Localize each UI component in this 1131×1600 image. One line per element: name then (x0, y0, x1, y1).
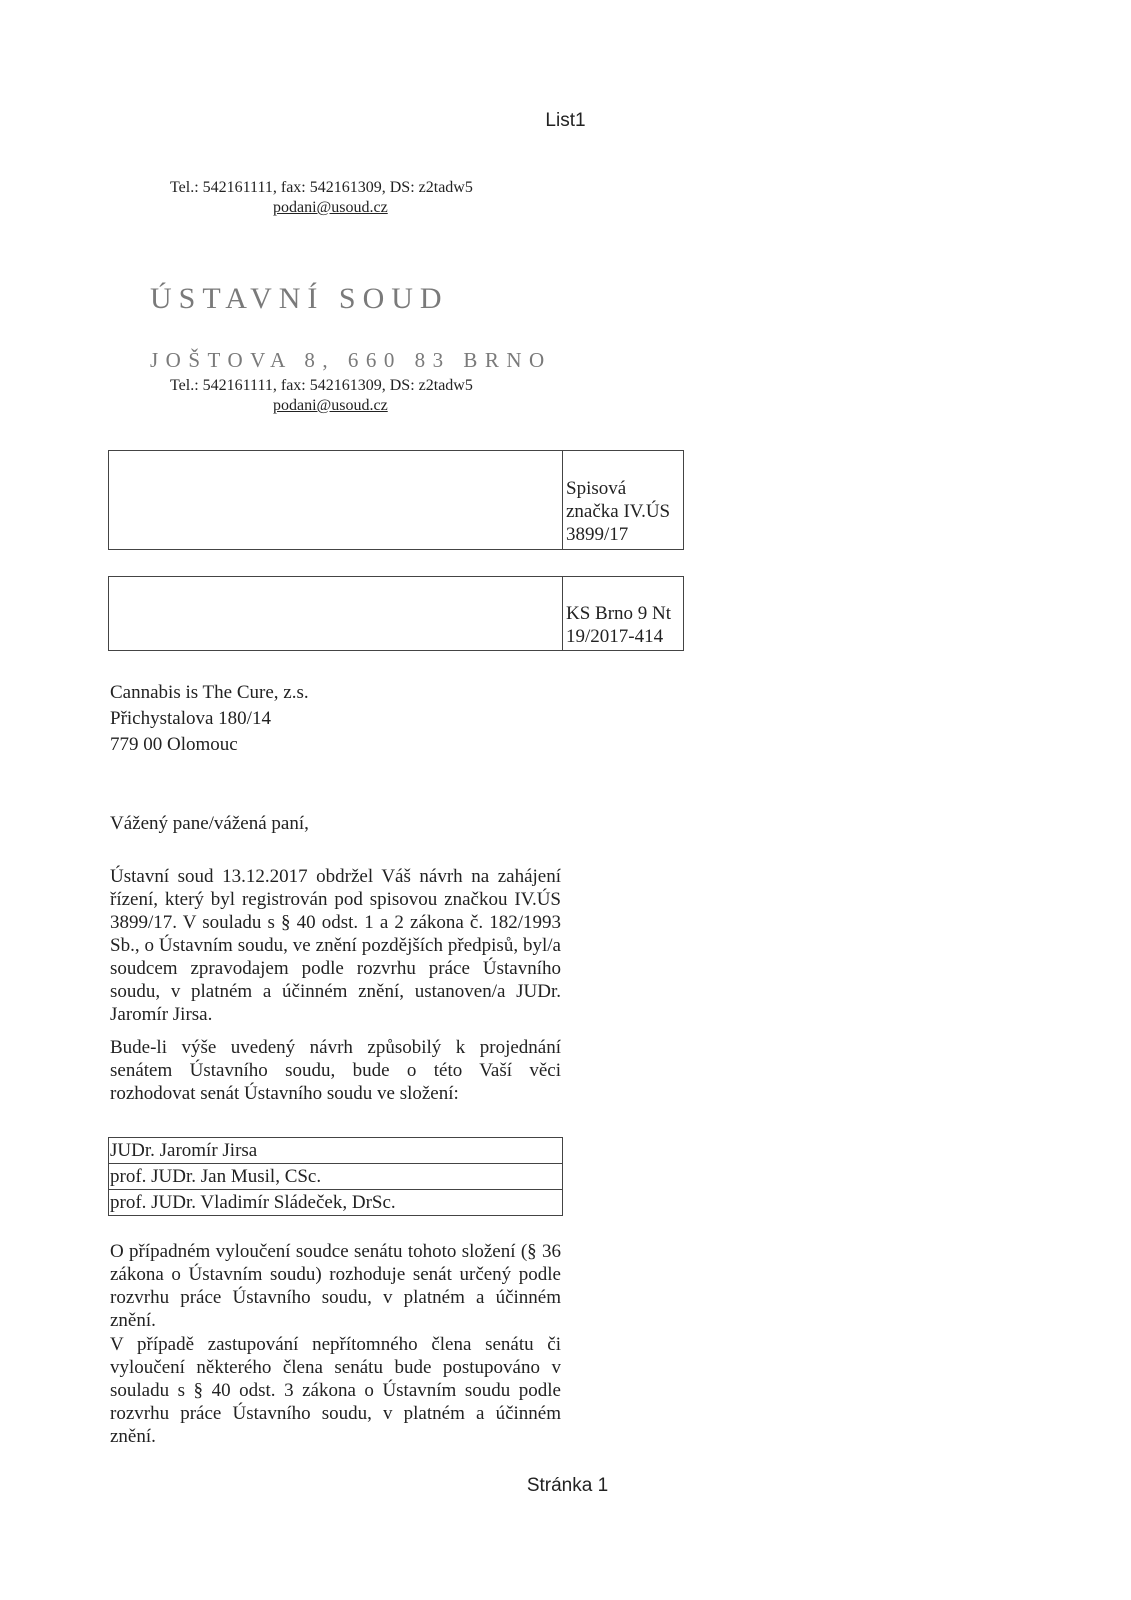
senate-table (108, 1137, 563, 1216)
lower-court-line: 19/2017-414 (566, 626, 664, 647)
body-paragraph-4: V případě zastupování nepřítomného člena senátu či vyloučení některého člena senátu bude postupováno v souladu s § 40 odst. 3 zákona o Ústavním soudu podle rozvrhu práce Ústavního soudu, v platném a účinném znění. (110, 1334, 561, 1447)
senate-member: JUDr. Jaromír Jirsa (109, 1138, 563, 1164)
table-row (109, 1138, 563, 1164)
email-link[interactable]: podani@usoud.cz (273, 199, 388, 216)
lower-court-cell (562, 577, 683, 650)
contact-block-top (170, 178, 570, 218)
page-number (0, 1475, 1131, 1497)
contact-line: Tel.: 542161111, fax: 542161309, DS: z2tadw5 (170, 377, 473, 394)
table-row (109, 1164, 563, 1190)
page-number-text: Stránka 1 (526, 1475, 609, 1496)
email-link[interactable]: podani@usoud.cz (273, 397, 388, 414)
body-paragraph-1: Ústavní soud 13.12.2017 obdržel Váš návrh na zahájení řízení, který byl registrován pod spisovou značkou IV.ÚS 3899/17. V souladu s § 40 odst. 1 a 2 zákona č. 182/1993 Sb., o Ústavním soudu, ve znění pozdějších předpisů, byl/a soudcem zpravodajem podle rozvrhu práce Ústavního soudu, v platném a účinném znění, ustanoven/a JUDr. Jaromír Jirsa. (110, 866, 561, 1025)
contact-block (170, 376, 570, 416)
recipient-city: 779 00 Olomouc (110, 734, 238, 755)
file-mark-box (108, 450, 684, 550)
senate-member: prof. JUDr. Jan Musil, CSc. (109, 1164, 563, 1190)
salutation: Vážený pane/vážená paní, (110, 813, 309, 834)
recipient-name: Cannabis is The Cure, z.s. (110, 682, 309, 703)
body-paragraph-2: Bude-li výše uvedený návrh způsobilý k projednání senátem Ústavního soudu, bude o této Vaší věci rozhodovat senát Ústavního soudu ve složení: (110, 1037, 561, 1104)
senate-member: prof. JUDr. Vladimír Sládeček, DrSc. (109, 1190, 563, 1216)
body-paragraph-3: O případném vyloučení soudce senátu tohoto složení (§ 36 zákona o Ústavním soudu) rozhoduje senát určený podle rozvrhu práce Ústavního soudu, v platném a účinném znění. (110, 1241, 561, 1331)
recipient-address (110, 680, 309, 758)
file-mark-line: značka IV.ÚS (566, 501, 671, 522)
file-mark-cell (562, 451, 683, 549)
table-row (109, 1190, 563, 1216)
sheet-title: List1 (545, 110, 586, 131)
contact-line: Tel.: 542161111, fax: 542161309, DS: z2tadw5 (170, 179, 473, 196)
court-name: ÚSTAVNÍ SOUD (150, 282, 449, 315)
file-mark-line: Spisová (566, 478, 627, 499)
recipient-street: Přichystalova 180/14 (110, 708, 271, 729)
lower-court-box (108, 576, 684, 651)
lower-court-line: KS Brno 9 Nt (566, 603, 672, 624)
file-mark-line: 3899/17 (566, 524, 629, 545)
court-address: JOŠTOVA 8, 660 83 BRNO (150, 348, 552, 372)
